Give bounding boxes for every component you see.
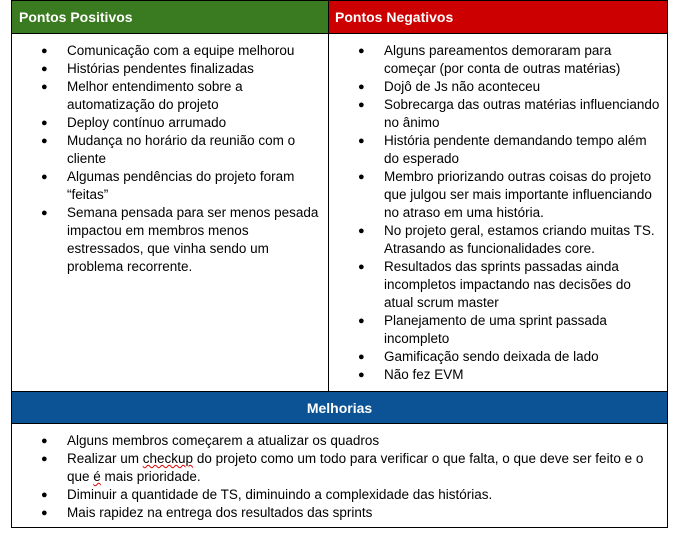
bullet-icon: ● — [358, 225, 365, 237]
retrospective-table — [11, 0, 668, 528]
list-item: ● Deploy contínuo arrumado — [41, 115, 227, 130]
column-melhorias — [12, 424, 667, 527]
list-item: ● Algumas pendências do projeto foram “feitas” — [41, 169, 295, 202]
list-negativos — [358, 42, 662, 384]
list-item: ● História pendente demandando tempo além do esperado — [358, 133, 647, 166]
header-pontos-positivos: Pontos Positivos — [12, 1, 329, 33]
bullet-icon: ● — [41, 63, 48, 75]
header-pontos-negativos: Pontos Negativos — [329, 1, 667, 33]
list-item: ● Alguns pareamentos demoraram para começar (por conta de outras matérias) — [358, 43, 621, 76]
bullet-icon: ● — [358, 171, 365, 183]
list-item: ● Mais rapidez na entrega dos resultados das sprints — [41, 505, 373, 520]
bullet-icon: ● — [41, 117, 48, 129]
bullet-icon: ● — [358, 315, 365, 327]
bullet-icon: ● — [41, 135, 48, 147]
list-item: ● Mudança no horário da reunião com o cliente — [41, 133, 296, 166]
bullet-icon: ● — [41, 207, 48, 219]
list-item: ● Sobrecarga das outras matérias influenciando no ânimo — [358, 97, 660, 130]
list-item: ● Planejamento de uma sprint passada incompleto — [358, 313, 607, 346]
list-item: ● Resultados das sprints passadas ainda incompletos impactando nas decisões do atual scrum master — [358, 259, 631, 310]
list-melhorias — [41, 432, 657, 522]
list-item: ● No projeto geral, estamos criando muitas TS. Atrasando as funcionalidades core. — [358, 223, 655, 256]
list-item: ● Semana pensada para ser menos pesada impactou em membros menos estressados, que vinha sendo um problema recorrente. — [41, 205, 319, 274]
list-item: ● Alguns membros começarem a atualizar os quadros — [41, 433, 380, 448]
bullet-icon: ● — [358, 45, 365, 57]
list-item: ● Comunicação com a equipe melhorou — [41, 43, 295, 58]
bullet-icon: ● — [358, 369, 365, 381]
column-pontos-negativos — [329, 33, 667, 391]
bullet-icon: ● — [41, 453, 48, 465]
bullet-icon: ● — [358, 351, 365, 363]
bullet-icon: ● — [41, 489, 48, 501]
bullet-icon: ● — [41, 45, 48, 57]
list-item: ● Realizar um checkup do projeto como um todo para verificar o que falta, o que deve ser feito e o que é mais prioridade. — [41, 451, 644, 484]
list-item: ● Diminuir a quantidade de TS, diminuindo a complexidade das histórias. — [41, 487, 493, 502]
list-item: ● Histórias pendentes finalizadas — [41, 61, 254, 76]
bullet-icon: ● — [41, 435, 48, 447]
list-item: ● Gamificação sendo deixada de lado — [358, 349, 599, 364]
column-pontos-positivos — [12, 33, 329, 391]
list-item: ● Melhor entendimento sobre a automatização do projeto — [41, 79, 243, 112]
list-item: ● Membro priorizando outras coisas do projeto que julgou ser mais importante influenciando no atraso em uma história. — [358, 169, 652, 220]
bullet-icon: ● — [41, 171, 48, 183]
bullet-icon: ● — [358, 99, 365, 111]
list-item: ● Dojô de Js não aconteceu — [358, 79, 541, 94]
list-item: ● Não fez EVM — [358, 367, 464, 382]
bullet-icon: ● — [41, 507, 48, 519]
bullet-icon: ● — [358, 135, 365, 147]
bullet-icon: ● — [41, 81, 48, 93]
bullet-icon: ● — [358, 81, 365, 93]
header-melhorias: Melhorias — [12, 391, 667, 424]
spellcheck-word: é — [93, 469, 101, 484]
spellcheck-word: checkup — [142, 451, 194, 466]
bullet-icon: ● — [358, 261, 365, 273]
list-positivos — [41, 42, 322, 276]
